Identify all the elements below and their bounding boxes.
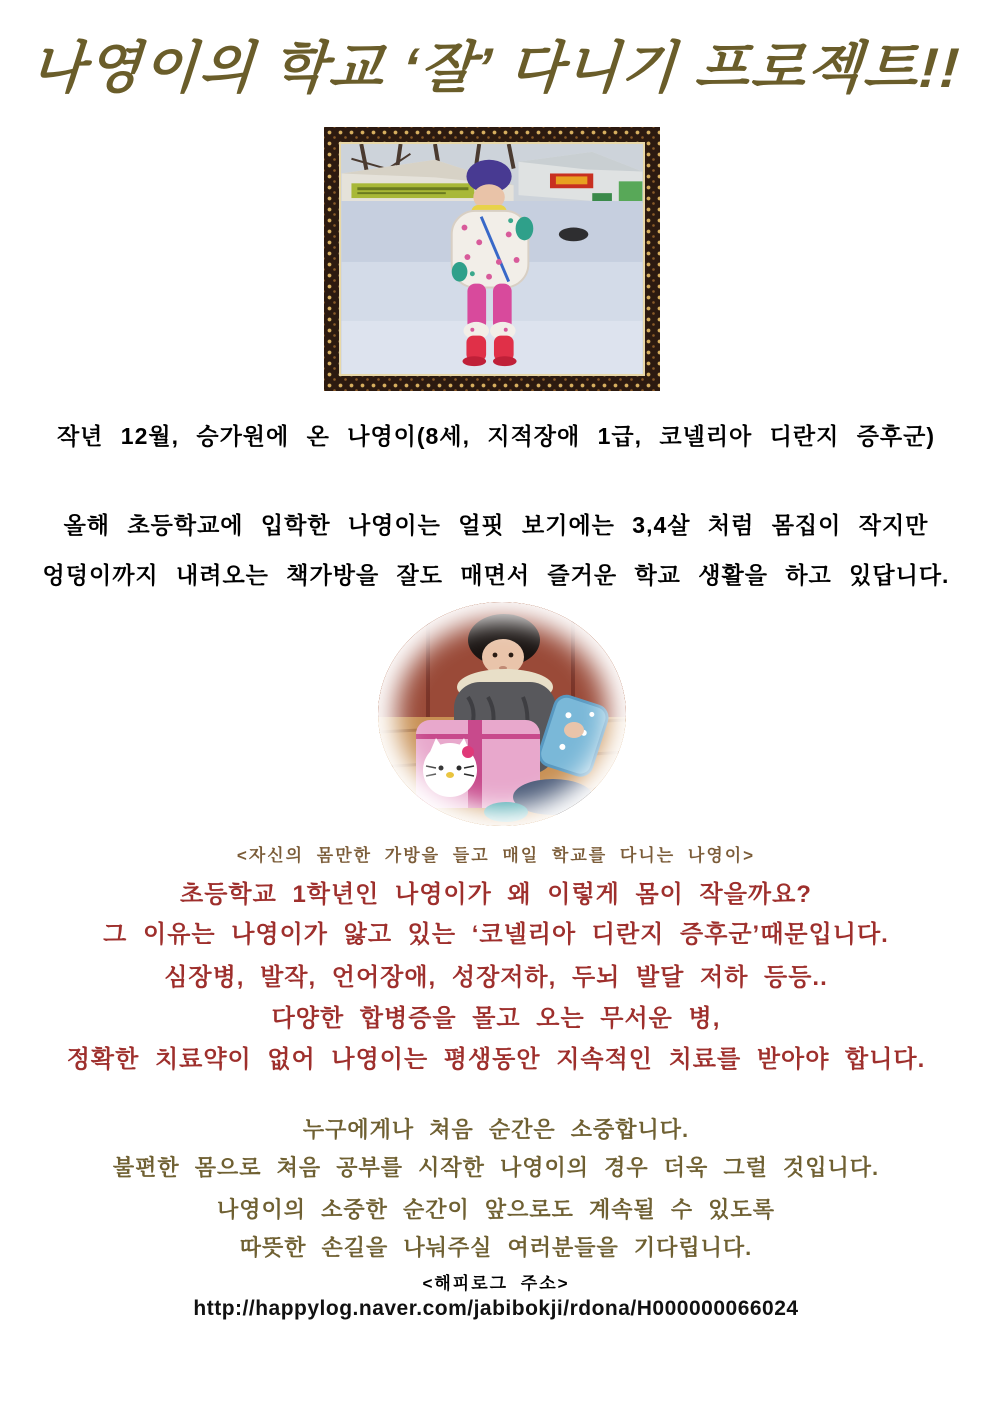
snow-photo-illustration — [341, 144, 643, 374]
message-line-4: 따뜻한 손길을 나눠주실 여러분들을 기다립니다. — [239, 1235, 753, 1260]
snow-photo — [339, 142, 645, 376]
red-line-3: 심장병, 발작, 언어장애, 성장저하, 두뇌 발달 저하 등등.. — [164, 964, 828, 991]
red-line-1: 초등학교 1학년인 나영이가 왜 이렇게 몸이 작을까요? — [180, 881, 812, 908]
message-line-1: 누구에게나 쳐음 순간은 소중합니다. — [302, 1117, 690, 1142]
happylog-label: <해피로그 주소> — [422, 1274, 570, 1293]
paragraph-line-1: 올해 초등학교에 입학한 나영이는 얼핏 보기에는 3,4살 처럼 몸집이 작지만 — [63, 512, 929, 538]
red-line-4: 다양한 합병증을 몰고 오는 무서운 병, — [271, 1005, 721, 1032]
paragraph-line-2: 엉덩이까지 내려오는 책가방을 잘도 매면서 즐거운 학교 생활을 하고 있답니다. — [42, 562, 950, 588]
message-line-3: 나영이의 소중한 순간이 앞으로도 계속될 수 있도록 — [217, 1197, 775, 1222]
happylog-url[interactable]: http://happylog.naver.com/jabibokji/rdona/H000000066024 — [193, 1297, 799, 1320]
backpack-photo-illustration — [378, 602, 626, 826]
red-line-2: 그 이유는 나영이가 앓고 있는 ‘코넬리아 디란지 증후군’때문입니다. — [103, 921, 889, 948]
photo-frame — [324, 127, 660, 391]
oval-photo — [378, 602, 626, 826]
red-line-5: 정확한 치료약이 없어 나영이는 평생동안 지속적인 치료를 받아야 합니다. — [66, 1046, 926, 1073]
intro-line: 작년 12월, 승가원에 온 나영이(8세, 지적장애 1급, 코넬리아 디란지 증후군) — [56, 423, 936, 449]
poster-title: 나영이의 학교 ‘잘’ 다니기 프로젝트!! — [28, 36, 963, 99]
message-line-2: 불편한 몸으로 쳐음 공부를 시작한 나영이의 경우 더욱 그럴 것입니다. — [112, 1155, 880, 1180]
photo-caption: <자신의 몸만한 가방을 들고 매일 학교를 다니는 나영이> — [236, 846, 756, 865]
